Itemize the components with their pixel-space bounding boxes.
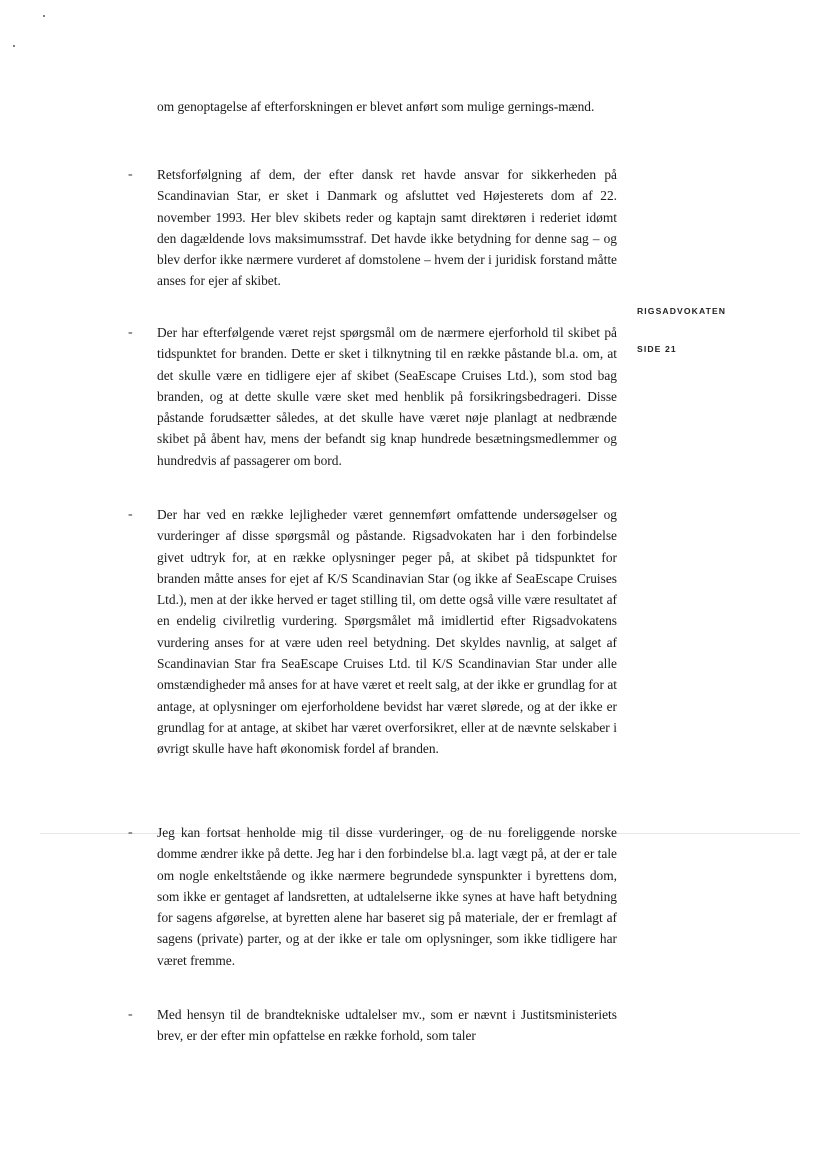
bullet-dash: - bbox=[128, 1007, 133, 1022]
paragraph-continued: om genoptagelse af efterforskningen er blevet anført som mulige gernings-mænd. bbox=[157, 99, 595, 114]
scan-speck bbox=[13, 45, 15, 47]
bullet-dash: - bbox=[128, 825, 133, 840]
scan-speck bbox=[43, 15, 45, 17]
bullet-dash: - bbox=[128, 325, 133, 340]
paragraph-brandtekniske: Med hensyn til de brandtekniske udtalelser mv., som er nævnt i Justitsministeriets brev, er der efter min opfattelse en række forhold, som taler bbox=[157, 1007, 617, 1044]
paragraph-retsforfolgning: Retsforfølgning af dem, der efter dansk ret havde ansvar for sikkerheden på Scandinavian Star, er sket i Danmark og afsluttet ved Højesterets dom af 22. november 1993. Her blev skibets reder og kaptajn samt direktøren i rederiet idømt den dagældende lovs maksimumsstraf. Det havde ikke betydning for denne sag – og blev derfor ikke nærmere vurderet af domstolene – hvem der i juridisk forstand måtte anses for ejer af skibet. bbox=[157, 167, 617, 289]
paragraph-vurderinger: Jeg kan fortsat henholde mig til disse vurderinger, og de nu foreliggende norske domme ændrer ikke på dette. Jeg har i den forbindelse bl.a. lagt vægt på, at der er tale om nogle enkeltstående og ikke nærmere begrundede synspunkter i byrettens dom, som ikke er gentaget af landsretten, at udtalelserne ikke synes at have haft betydning for sagens afgørelse, at byretten alene har baseret sig på materiale, der er fremlagt af sagens (private) parter, og at der ikke er tale om oplysninger, som ikke tidligere har været fremme. bbox=[157, 825, 617, 968]
paragraph-ejerforhold: Der har efterfølgende været rejst spørgsmål om de nærmere ejerforhold til skibet på tidspunktet for branden. Dette er sket i tilknytning til en række påstande bl.a. om, at det skulle være en tidligere ejer af skibet (SeaEscape Cruises Ltd.), som stod bag branden, og at dette skulle være sket med henblik på forsikringsbedrageri. Disse påstande forudsætter således, at det skulle have været nøje planlagt at nedbrænde skibet på åbent hav, mens der befandt sig knap hundrede besætningsmedlemmer og hundredvis af passagerer om bord. bbox=[157, 325, 617, 468]
bullet-dash: - bbox=[128, 167, 133, 182]
paragraph-undersogelser: Der har ved en række lejligheder været gennemført omfattende undersøgelser og vurderinger af disse spørgsmål og påstande. Rigsadvokaten har i den forbindelse givet udtryk for, at en række oplysninger peger på, at skibet på tidspunktet for branden måtte anses for ejet af K/S Scandinavian Star (og ikke af SeaEscape Cruises Ltd.), men at der ikke herved er taget stilling til, om dette også ville være resultatet af en endelig civilretlig vurdering. Spørgsmålet må imidlertid efter Rigsadvokatens vurdering anses for at være uden reel betydning. Det skyldes navnlig, at salget af Scandinavian Star fra SeaEscape Cruises Ltd. til K/S Scandinavian Star under alle omstændigheder må anses for at have været et reelt salg, at der ikke er grundlag for at antage, at oplysninger om ejerforholdene bevidst har været slørede, og at der ikke er grundlag for at antage, at skibet har været overforsikret, eller at de nævnte selskaber i øvrigt skulle have haft økonomisk fordel af branden. bbox=[157, 507, 617, 757]
sidebar-page-number: SIDE 21 bbox=[637, 344, 677, 354]
bullet-dash: - bbox=[128, 507, 133, 522]
sidebar-office: RIGSADVOKATEN bbox=[637, 306, 727, 316]
